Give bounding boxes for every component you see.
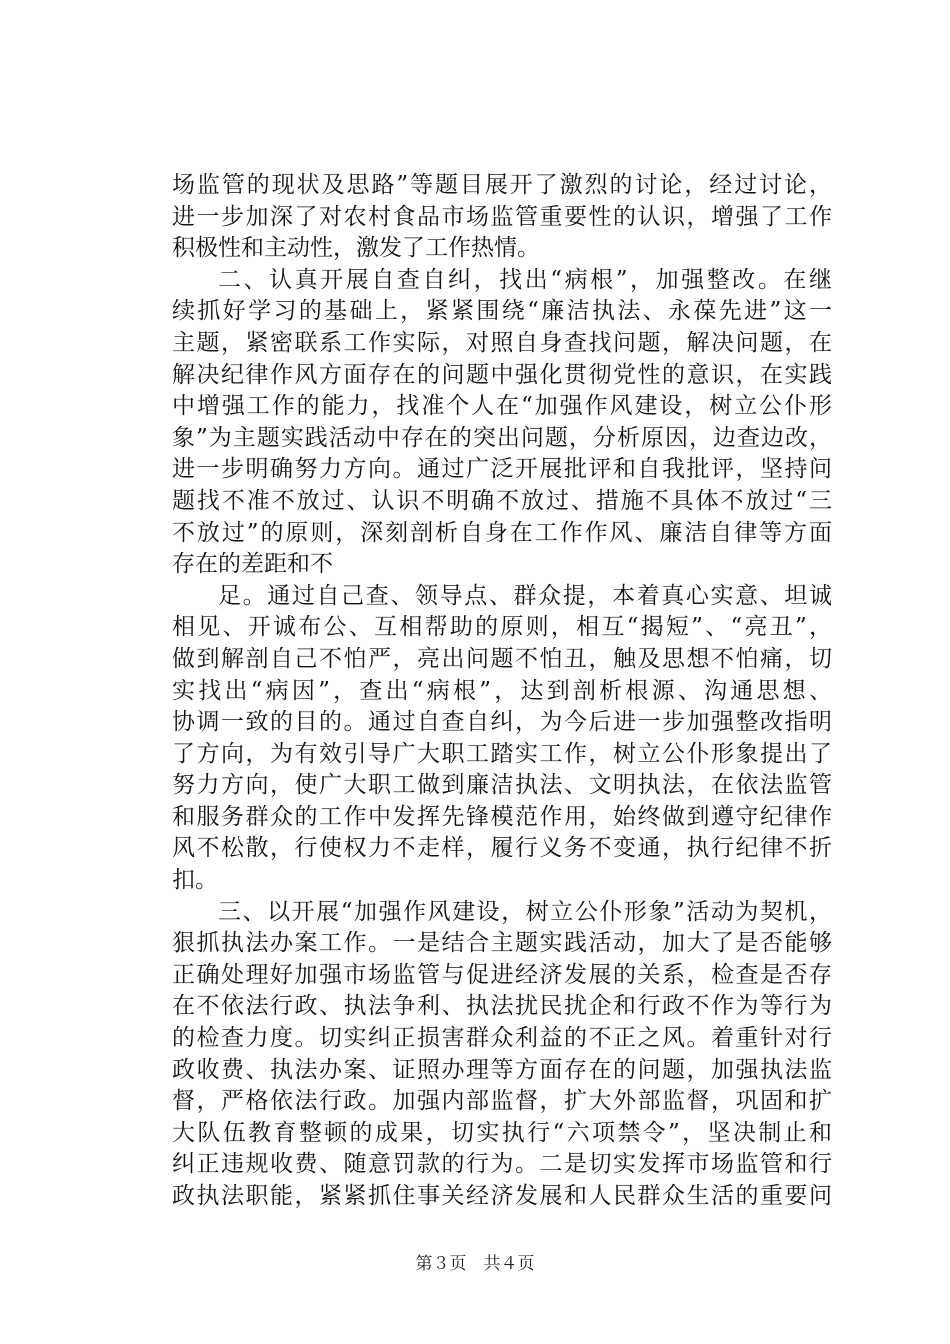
text-line: 做到解剖自己不怕严，亮出问题不怕丑，触及思想不怕痛，切: [172, 645, 832, 672]
text-line: 风不松散，行使权力不走样，履行义务不变通，执行纪律不折: [172, 835, 832, 862]
text-line: 政执法职能，紧紧抓住事关经济发展和人民群众生活的重要问: [172, 1183, 832, 1209]
text-line: 二、认真开展自查自纠，找出“病根”，加强整改。在继: [218, 266, 832, 293]
text-line: 进一步明确努力方向。通过广泛开展批评和自我批评，坚持问: [172, 456, 832, 483]
text-line: 三、以开展“加强作风建设，树立公仆形象”活动为契机，: [218, 898, 832, 925]
text-line: 的检查力度。切实纠正损害群众利益的不正之风。着重针对行: [172, 1025, 832, 1052]
text-line: 存在的差距和不: [172, 551, 333, 578]
text-line: 努力方向，使广大职工做到廉洁执法、文明执法，在依法监管: [172, 772, 832, 799]
text-line: 了方向，为有效引导广大职工踏实工作，树立公仆形象提出了: [172, 740, 832, 767]
text-line: 政收费、执法办案、证照办理等方面存在的问题，加强执法监: [172, 1056, 832, 1083]
text-line: 不放过”的原则，深刻剖析自身在工作作风、廉洁自律等方面: [172, 519, 832, 546]
text-line: 积极性和主动性，激发了工作热情。: [172, 235, 540, 262]
text-line: 主题，紧密联系工作实际，对照自身查找问题，解决问题，在: [172, 329, 832, 356]
text-line: 足。通过自己查、领导点、群众提，本着真心实意、坦诚: [218, 582, 832, 609]
text-line: 续抓好学习的基础上，紧紧围绕“廉洁执法、永葆先进”这一: [172, 298, 832, 325]
text-line: 大队伍教育整顿的成果，切实执行“六项禁令”，坚决制止和: [172, 1119, 832, 1146]
text-line: 进一步加深了对农村食品市场监管重要性的认识，增强了工作: [172, 203, 832, 230]
text-line: 解决纪律作风方面存在的问题中强化贯彻党性的意识，在实践: [172, 361, 832, 388]
text-line: 场监管的现状及思路”等题目展开了激烈的讨论，经过讨论，: [172, 172, 832, 198]
text-line: 实找出“病因”，查出“病根”，达到剖析根源、沟通思想、: [172, 677, 832, 704]
text-line: 中增强工作的能力，找准个人在“加强作风建设，树立公仆形: [172, 393, 832, 420]
text-line: 相见、开诚布公、互相帮助的原则，相互“揭短”、“亮丑”，: [172, 614, 832, 641]
document-body: [172, 170, 832, 1213]
text-line: 正确处理好加强市场监管与促进经济发展的关系，检查是否存: [172, 961, 832, 988]
text-line: 狠抓执法办案工作。一是结合主题实践活动，加大了是否能够: [172, 930, 832, 957]
text-line: 和服务群众的工作中发挥先锋模范作用，始终做到遵守纪律作: [172, 803, 832, 830]
text-line: 纠正违规收费、随意罚款的行为。二是切实发挥市场监管和行: [172, 1151, 832, 1178]
text-line: 督，严格依法行政。加强内部监督，扩大外部监督，巩固和扩: [172, 1088, 832, 1115]
text-line: 象”为主题实践活动中存在的突出问题，分析原因，边查边改，: [172, 424, 832, 451]
text-line: 扣。: [172, 867, 218, 894]
text-line: 在不依法行政、执法争利、执法扰民扰企和行政不作为等行为: [172, 993, 832, 1020]
page-footer: 第３页 共４页: [415, 1254, 535, 1274]
text-line: 协调一致的目的。通过自查自纠，为今后进一步加强整改指明: [172, 709, 832, 736]
text-line: 题找不准不放过、认识不明确不放过、措施不具体不放过“三: [172, 487, 832, 514]
